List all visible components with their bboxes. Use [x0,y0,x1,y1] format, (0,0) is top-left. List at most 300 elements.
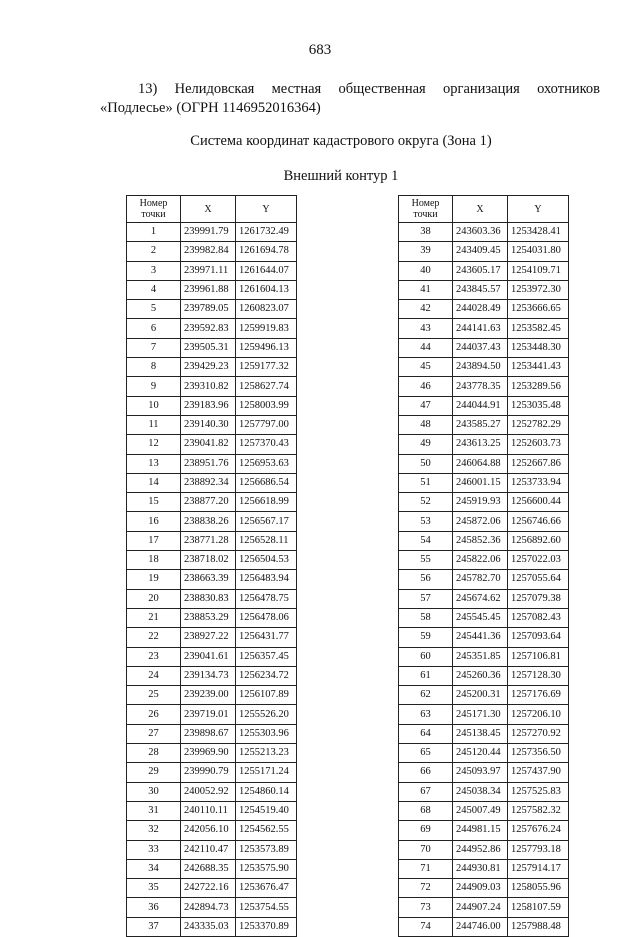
x-cell: 245171.30 [453,705,508,724]
y-cell: 1252667.86 [508,454,569,473]
header-y: Y [508,196,569,223]
table-row [127,840,297,859]
point-number-cell: 65 [399,744,453,763]
point-number-cell: 27 [127,724,181,743]
table-row [127,377,297,396]
point-number-cell: 2 [127,242,181,261]
table-row [399,242,569,261]
table-row [127,531,297,550]
point-number-cell: 5 [127,300,181,319]
table-row [399,319,569,338]
x-cell: 239592.83 [181,319,236,338]
organization-heading [100,80,600,118]
x-cell: 244746.00 [453,917,508,936]
x-cell: 240052.92 [181,782,236,801]
x-cell: 242894.73 [181,898,236,917]
y-cell: 1257176.69 [508,686,569,705]
table-row [127,879,297,898]
x-cell: 239990.79 [181,763,236,782]
x-cell: 239239.00 [181,686,236,705]
x-cell: 243585.27 [453,415,508,434]
table-row [399,763,569,782]
point-number-cell: 18 [127,551,181,570]
y-cell: 1257914.17 [508,859,569,878]
point-number-cell: 12 [127,435,181,454]
table-row [127,300,297,319]
table-row [399,917,569,936]
point-number-cell: 72 [399,879,453,898]
x-cell: 245782.70 [453,570,508,589]
table-row [127,724,297,743]
table-row [399,705,569,724]
x-cell: 244981.15 [453,821,508,840]
point-number-cell: 1 [127,223,181,242]
table-row [399,628,569,647]
y-cell: 1258107.59 [508,898,569,917]
point-number-cell: 55 [399,551,453,570]
point-number-cell: 64 [399,724,453,743]
table-row [399,551,569,570]
y-cell: 1256746.66 [508,512,569,531]
y-cell: 1256107.89 [236,686,297,705]
table-row [127,647,297,666]
x-cell: 245038.34 [453,782,508,801]
table-row [399,415,569,434]
y-cell: 1259919.83 [236,319,297,338]
table-row [127,551,297,570]
point-number-cell: 71 [399,859,453,878]
point-number-cell: 11 [127,415,181,434]
point-number-cell: 53 [399,512,453,531]
point-number-cell: 42 [399,300,453,319]
point-number-cell: 48 [399,415,453,434]
point-number-cell: 31 [127,801,181,820]
x-cell: 238892.34 [181,473,236,492]
y-cell: 1253573.89 [236,840,297,859]
table-row [127,319,297,338]
x-cell: 245351.85 [453,647,508,666]
table-row [399,377,569,396]
table-body-left [127,223,297,937]
y-cell: 1257793.18 [508,840,569,859]
x-cell: 245200.31 [453,686,508,705]
y-cell: 1255171.24 [236,763,297,782]
point-number-cell: 33 [127,840,181,859]
table-row [127,415,297,434]
table-row [399,859,569,878]
heading-line-1: 13) Нелидовская местная общественная организация охотников [138,81,600,97]
table-row [399,608,569,627]
header-y: Y [236,196,297,223]
table-row [127,338,297,357]
x-cell: 245919.93 [453,493,508,512]
table-row [399,898,569,917]
table-row [399,358,569,377]
x-cell: 246064.88 [453,454,508,473]
x-cell: 238927.22 [181,628,236,647]
point-number-cell: 47 [399,396,453,415]
point-number-cell: 8 [127,358,181,377]
y-cell: 1257525.83 [508,782,569,801]
y-cell: 1257676.24 [508,821,569,840]
y-cell: 1257206.10 [508,705,569,724]
table-row [399,493,569,512]
point-number-cell: 57 [399,589,453,608]
point-number-cell: 35 [127,879,181,898]
y-cell: 1256431.77 [236,628,297,647]
point-number-cell: 50 [399,454,453,473]
table-row [127,242,297,261]
point-number-cell: 37 [127,917,181,936]
point-number-cell: 39 [399,242,453,261]
x-cell: 238830.83 [181,589,236,608]
y-cell: 1261644.07 [236,261,297,280]
point-number-cell: 67 [399,782,453,801]
x-cell: 240110.11 [181,801,236,820]
point-number-cell: 73 [399,898,453,917]
x-cell: 245545.45 [453,608,508,627]
y-cell: 1257270.92 [508,724,569,743]
y-cell: 1261732.49 [236,223,297,242]
y-cell: 1256483.94 [236,570,297,589]
x-cell: 239789.05 [181,300,236,319]
table-row [127,628,297,647]
point-number-cell: 56 [399,570,453,589]
point-number-cell: 68 [399,801,453,820]
table-row [127,801,297,820]
y-cell: 1254109.71 [508,261,569,280]
point-number-cell: 32 [127,821,181,840]
page-number: 683 [308,42,332,58]
point-number-cell: 38 [399,223,453,242]
point-number-cell: 3 [127,261,181,280]
x-cell: 239982.84 [181,242,236,261]
x-cell: 238663.39 [181,570,236,589]
y-cell: 1256504.53 [236,551,297,570]
x-cell: 245120.44 [453,744,508,763]
table-row [127,473,297,492]
table-row [127,261,297,280]
table-header-row [399,196,569,223]
x-cell: 239898.67 [181,724,236,743]
table-row [127,821,297,840]
table-row [127,280,297,299]
x-cell: 238951.76 [181,454,236,473]
contour-title: Внешний контур 1 [283,168,399,184]
x-cell: 239041.61 [181,647,236,666]
point-number-cell: 43 [399,319,453,338]
table-row [399,744,569,763]
y-cell: 1254031.80 [508,242,569,261]
table-row [127,570,297,589]
y-cell: 1257128.30 [508,666,569,685]
x-cell: 239991.79 [181,223,236,242]
table-row [399,801,569,820]
point-number-cell: 70 [399,840,453,859]
y-cell: 1253733.94 [508,473,569,492]
x-cell: 246001.15 [453,473,508,492]
x-cell: 245093.97 [453,763,508,782]
point-number-cell: 4 [127,280,181,299]
x-cell: 238838.26 [181,512,236,531]
y-cell: 1255213.23 [236,744,297,763]
y-cell: 1258627.74 [236,377,297,396]
x-cell: 242688.35 [181,859,236,878]
y-cell: 1255303.96 [236,724,297,743]
table-row [399,647,569,666]
x-cell: 239041.82 [181,435,236,454]
x-cell: 239719.01 [181,705,236,724]
y-cell: 1253428.41 [508,223,569,242]
table-row [127,705,297,724]
table-body-right [399,223,569,937]
header-x: X [181,196,236,223]
y-cell: 1252603.73 [508,435,569,454]
y-cell: 1258003.99 [236,396,297,415]
heading-line-2: «Подлесье» (ОГРН 1146952016364) [100,100,321,116]
y-cell: 1256478.75 [236,589,297,608]
x-cell: 244909.03 [453,879,508,898]
table-row [127,589,297,608]
y-cell: 1258055.96 [508,879,569,898]
table-row [399,666,569,685]
x-cell: 238771.28 [181,531,236,550]
x-cell: 244930.81 [453,859,508,878]
x-cell: 244952.86 [453,840,508,859]
x-cell: 243778.35 [453,377,508,396]
table-row [399,531,569,550]
x-cell: 239505.31 [181,338,236,357]
point-number-cell: 23 [127,647,181,666]
y-cell: 1259496.13 [236,338,297,357]
y-cell: 1252782.29 [508,415,569,434]
y-cell: 1261604.13 [236,280,297,299]
table-row [127,898,297,917]
point-number-cell: 14 [127,473,181,492]
table-row [399,840,569,859]
y-cell: 1255526.20 [236,705,297,724]
table-row [399,512,569,531]
y-cell: 1256567.17 [236,512,297,531]
x-cell: 244907.24 [453,898,508,917]
point-number-cell: 17 [127,531,181,550]
y-cell: 1253666.65 [508,300,569,319]
y-cell: 1256892.60 [508,531,569,550]
x-cell: 243613.25 [453,435,508,454]
point-number-cell: 26 [127,705,181,724]
y-cell: 1254519.40 [236,801,297,820]
x-cell: 242722.16 [181,879,236,898]
table-row [127,744,297,763]
table-row [127,917,297,936]
point-number-cell: 30 [127,782,181,801]
point-number-cell: 24 [127,666,181,685]
y-cell: 1253441.43 [508,358,569,377]
y-cell: 1257797.00 [236,415,297,434]
point-number-cell: 40 [399,261,453,280]
table-row [399,589,569,608]
y-cell: 1256600.44 [508,493,569,512]
table-row [127,782,297,801]
point-number-cell: 21 [127,608,181,627]
x-cell: 242056.10 [181,821,236,840]
y-cell: 1253289.56 [508,377,569,396]
table-row [399,338,569,357]
y-cell: 1254860.14 [236,782,297,801]
point-number-cell: 6 [127,319,181,338]
x-cell: 239183.96 [181,396,236,415]
x-cell: 245852.36 [453,531,508,550]
table-row [127,358,297,377]
y-cell: 1257082.43 [508,608,569,627]
point-number-cell: 13 [127,454,181,473]
x-cell: 243605.17 [453,261,508,280]
y-cell: 1259177.32 [236,358,297,377]
point-number-cell: 59 [399,628,453,647]
x-cell: 239140.30 [181,415,236,434]
point-number-cell: 25 [127,686,181,705]
x-cell: 245260.36 [453,666,508,685]
y-cell: 1253972.30 [508,280,569,299]
table-row [399,261,569,280]
y-cell: 1261694.78 [236,242,297,261]
x-cell: 239969.90 [181,744,236,763]
x-cell: 245822.06 [453,551,508,570]
x-cell: 239429.23 [181,358,236,377]
y-cell: 1256953.63 [236,454,297,473]
table-row [399,724,569,743]
x-cell: 245674.62 [453,589,508,608]
y-cell: 1253035.48 [508,396,569,415]
point-number-cell: 69 [399,821,453,840]
table-row [127,859,297,878]
coordinates-table-right [398,195,569,937]
table-row [399,454,569,473]
point-number-cell: 60 [399,647,453,666]
x-cell: 239134.73 [181,666,236,685]
y-cell: 1257106.81 [508,647,569,666]
point-number-cell: 46 [399,377,453,396]
x-cell: 238853.29 [181,608,236,627]
table-row [127,666,297,685]
y-cell: 1253582.45 [508,319,569,338]
table-header-row [127,196,297,223]
table-row [127,223,297,242]
table-row [399,473,569,492]
x-cell: 243894.50 [453,358,508,377]
y-cell: 1257022.03 [508,551,569,570]
y-cell: 1256528.11 [236,531,297,550]
table-row [399,223,569,242]
table-row [399,396,569,415]
y-cell: 1257055.64 [508,570,569,589]
x-cell: 239310.82 [181,377,236,396]
point-number-cell: 29 [127,763,181,782]
y-cell: 1253575.90 [236,859,297,878]
x-cell: 245872.06 [453,512,508,531]
point-number-cell: 10 [127,396,181,415]
point-number-cell: 52 [399,493,453,512]
table-row [399,300,569,319]
y-cell: 1257093.64 [508,628,569,647]
x-cell: 245138.45 [453,724,508,743]
x-cell: 242110.47 [181,840,236,859]
point-number-cell: 22 [127,628,181,647]
y-cell: 1253754.55 [236,898,297,917]
x-cell: 244028.49 [453,300,508,319]
y-cell: 1256234.72 [236,666,297,685]
point-number-cell: 51 [399,473,453,492]
table-row [399,879,569,898]
point-number-cell: 34 [127,859,181,878]
point-number-cell: 19 [127,570,181,589]
y-cell: 1257370.43 [236,435,297,454]
y-cell: 1254562.55 [236,821,297,840]
y-cell: 1257079.38 [508,589,569,608]
y-cell: 1260823.07 [236,300,297,319]
y-cell: 1256478.06 [236,608,297,627]
x-cell: 239971.11 [181,261,236,280]
x-cell: 244037.43 [453,338,508,357]
header-point-number: Номер точки [127,196,181,223]
table-row [399,435,569,454]
x-cell: 243603.36 [453,223,508,242]
point-number-cell: 41 [399,280,453,299]
table-row [127,608,297,627]
table-row [127,763,297,782]
y-cell: 1256618.99 [236,493,297,512]
y-cell: 1257437.90 [508,763,569,782]
table-row [127,435,297,454]
y-cell: 1253448.30 [508,338,569,357]
table-row [399,782,569,801]
x-cell: 238718.02 [181,551,236,570]
point-number-cell: 74 [399,917,453,936]
y-cell: 1253370.89 [236,917,297,936]
point-number-cell: 7 [127,338,181,357]
x-cell: 243845.57 [453,280,508,299]
point-number-cell: 49 [399,435,453,454]
point-number-cell: 54 [399,531,453,550]
point-number-cell: 9 [127,377,181,396]
x-cell: 244141.63 [453,319,508,338]
x-cell: 238877.20 [181,493,236,512]
x-cell: 245007.49 [453,801,508,820]
coordinate-system-title: Система координат кадастрового округа (Зона 1) [190,133,492,149]
table-row [127,454,297,473]
point-number-cell: 16 [127,512,181,531]
header-x: X [453,196,508,223]
table-row [399,821,569,840]
table-row [399,570,569,589]
y-cell: 1256357.45 [236,647,297,666]
point-number-cell: 44 [399,338,453,357]
point-number-cell: 20 [127,589,181,608]
table-row [399,280,569,299]
point-number-cell: 15 [127,493,181,512]
table-row [127,512,297,531]
table-row [127,396,297,415]
point-number-cell: 61 [399,666,453,685]
y-cell: 1253676.47 [236,879,297,898]
table-row [127,493,297,512]
x-cell: 243409.45 [453,242,508,261]
point-number-cell: 36 [127,898,181,917]
y-cell: 1257582.32 [508,801,569,820]
point-number-cell: 62 [399,686,453,705]
x-cell: 245441.36 [453,628,508,647]
table-row [127,686,297,705]
